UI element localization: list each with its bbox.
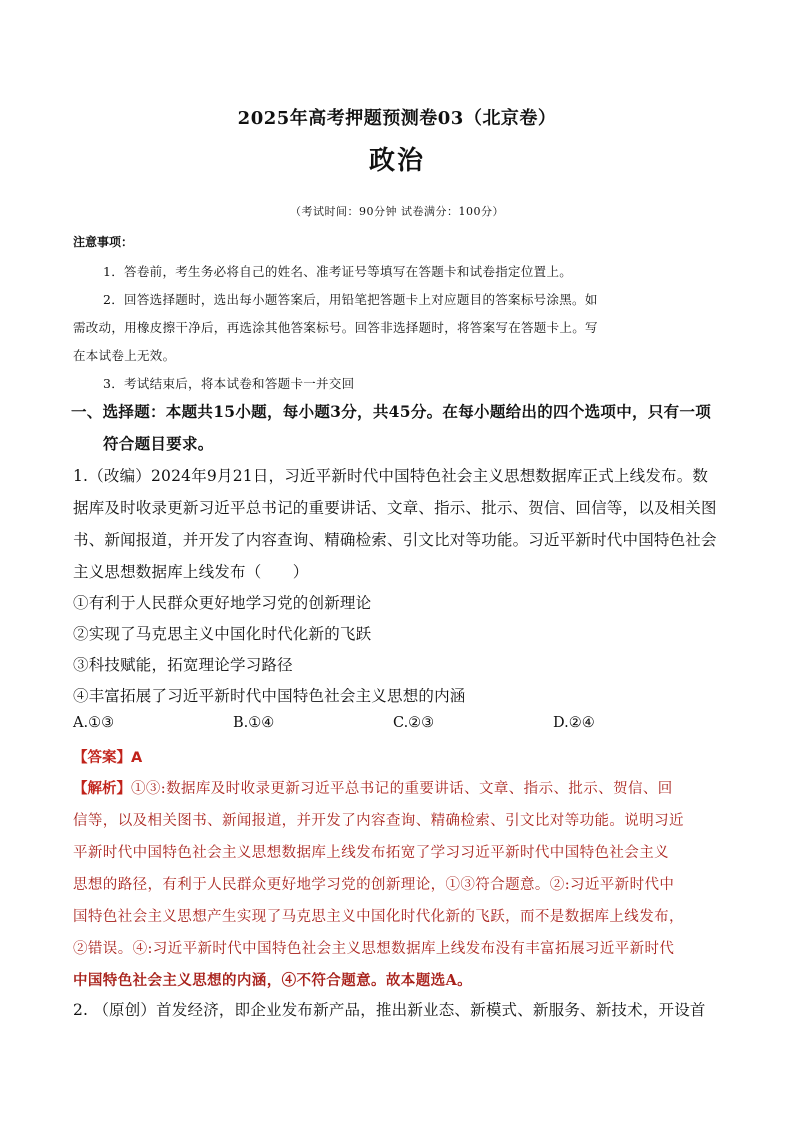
paper-title: 2025年高考押题预测卷03（北京卷） — [237, 108, 557, 129]
notice-title: 注意事项： — [73, 235, 134, 249]
analysis-line-5: 国特色社会主义思想产生实现了马克思主义中国化时代化新的飞跃，而不是数据库上线发布， — [73, 909, 684, 925]
option-d: D.②④ — [553, 715, 595, 731]
subject-title: 政治 — [368, 146, 425, 176]
analysis-line-3: 平新时代中国特色社会主义思想数据库上线发布拓宽了学习习近平新时代中国特色社会主义 — [73, 845, 669, 861]
analysis-text: ①③:数据库及时收录更新习近平总书记的重要讲话、文章、指示、批示、贺信、回 — [131, 781, 673, 797]
question-1-stem-line2: 据库及时收录更新习近平总书记的重要讲话、文章、指示、批示、贺信、回信等，以及相关图 — [73, 499, 717, 517]
notice-item-2-end: 在本试卷上无效。 — [73, 348, 176, 363]
option-a: A.①③ — [73, 715, 115, 731]
question-1-stem-line3: 书、新闻报道，并开发了内容查询、精确检索、引文比对等功能。习近平新时代中国特色社会 — [73, 531, 717, 549]
question-1-stem-line4: 主义思想数据库上线发布（ ） — [73, 563, 309, 581]
answer-label: 【答案】A — [73, 750, 143, 766]
option-b: B.①④ — [233, 715, 275, 731]
notice-item-2: 2．回答选择题时，选出每小题答案后，用铅笔把答题卡上对应题目的答案标号涂黑。如 — [103, 292, 598, 307]
statement-2: ②实现了马克思主义中国化时代化新的飞跃 — [73, 625, 372, 643]
statement-1: ①有利于人民群众更好地学习党的创新理论 — [73, 594, 372, 612]
notice-item-3: 3．考试结束后，将本试卷和答题卡一并交回 — [103, 376, 355, 391]
analysis-line-1 — [73, 777, 673, 798]
notice-item-1: 1．答卷前，考生务必将自己的姓名、准考证号等填写在答题卡和试卷指定位置上。 — [103, 264, 573, 279]
analysis-line-7: 中国特色社会主义思想的内涵，④不符合题意。故本题选A。 — [73, 972, 473, 989]
section-heading: 一、选择题：本题共15小题，每小题3分，共45分。在每小题给出的四个选项中，只有一项 — [71, 402, 712, 421]
question-1-stem: 1.（改编）2024年9月21日，习近平新时代中国特色社会主义思想数据库正式上线发布。数 — [73, 467, 709, 485]
statement-3: ③科技赋能，拓宽理论学习路径 — [73, 656, 293, 674]
analysis-line-2: 信等，以及相关图书、新闻报道，并开发了内容查询、精确检索、引文比对等功能。说明习近 — [73, 813, 684, 829]
analysis-tag: 【解析】 — [73, 781, 131, 797]
exam-info: （考试时间：90分钟 试卷满分：100分） — [290, 205, 504, 218]
option-c: C.②③ — [393, 715, 435, 731]
analysis-line-4: 思想的路径，有利于人民群众更好地学习党的创新理论，①③符合题意。②:习近平新时代中 — [73, 877, 675, 893]
statement-4: ④丰富拓展了习近平新时代中国特色社会主义思想的内涵 — [73, 687, 466, 705]
analysis-line-6: ②错误。④:习近平新时代中国特色社会主义思想数据库上线发布没有丰富拓展习近平新时代 — [73, 941, 675, 957]
notice-item-2-cont: 需改动，用橡皮擦干净后，再选涂其他答案标号。回答非选择题时，将答案写在答题卡上。写 — [73, 320, 598, 335]
section-heading-cont: 符合题目要求。 — [103, 434, 214, 453]
question-2-stem: 2. （原创）首发经济，即企业发布新产品，推出新业态、新模式、新服务、新技术，开设首 — [73, 1001, 706, 1019]
